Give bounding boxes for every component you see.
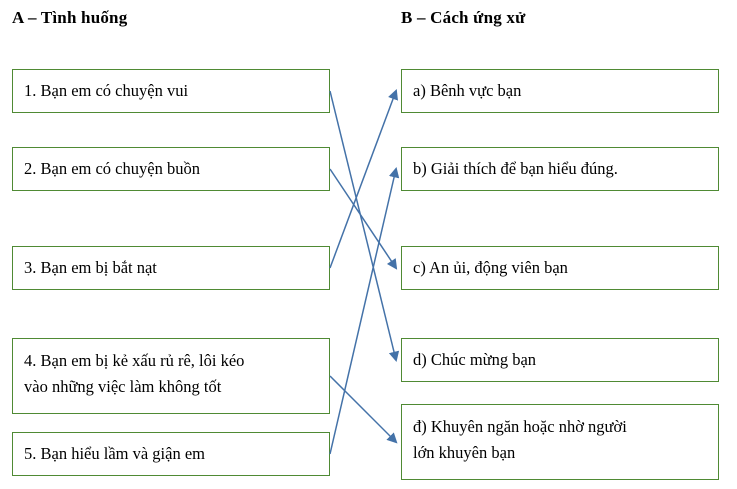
connector-line [330, 376, 396, 442]
response-item-d-label: d) Chúc mừng bạn [413, 350, 537, 370]
situation-item-1-label: 1. Bạn em có chuyện vui [24, 81, 189, 101]
situation-item-5-label: 5. Bạn hiểu lầm và giận em [24, 444, 205, 464]
response-item-dd[interactable] [401, 404, 719, 480]
connector-line [330, 169, 396, 268]
situation-item-2[interactable] [12, 147, 330, 191]
connector-line [330, 91, 396, 360]
situation-item-3[interactable] [12, 246, 330, 290]
situation-item-1[interactable] [12, 69, 330, 113]
column-a-header: A – Tình huống [12, 8, 128, 27]
situation-item-5[interactable] [12, 432, 330, 476]
response-item-dd-label-line2: lớn khuyên bạn [413, 442, 516, 462]
situation-item-2-label: 2. Bạn em có chuyện buồn [24, 159, 200, 179]
connector-line [330, 91, 396, 268]
column-b-header: B – Cách ứng xử [401, 8, 526, 27]
response-item-c-label: c) An ủi, động viên bạn [413, 258, 568, 278]
response-item-a[interactable] [401, 69, 719, 113]
situation-item-4-label-line2: vào những việc làm không tốt [24, 376, 222, 396]
response-item-dd-label-line1: đ) Khuyên ngăn hoặc nhờ người [413, 417, 627, 436]
response-item-a-label: a) Bênh vực bạn [413, 81, 522, 101]
situation-item-3-label: 3. Bạn em bị bắt nạt [24, 258, 157, 278]
response-item-b[interactable] [401, 147, 719, 191]
situation-item-4-label-line1: 4. Bạn em bị kẻ xấu rủ rê, lôi kéo [24, 351, 245, 370]
connector-line [330, 169, 396, 454]
response-item-d[interactable] [401, 338, 719, 382]
situation-item-4[interactable] [12, 338, 330, 414]
response-item-b-label: b) Giải thích để bạn hiểu đúng. [413, 159, 618, 179]
response-item-c[interactable] [401, 246, 719, 290]
